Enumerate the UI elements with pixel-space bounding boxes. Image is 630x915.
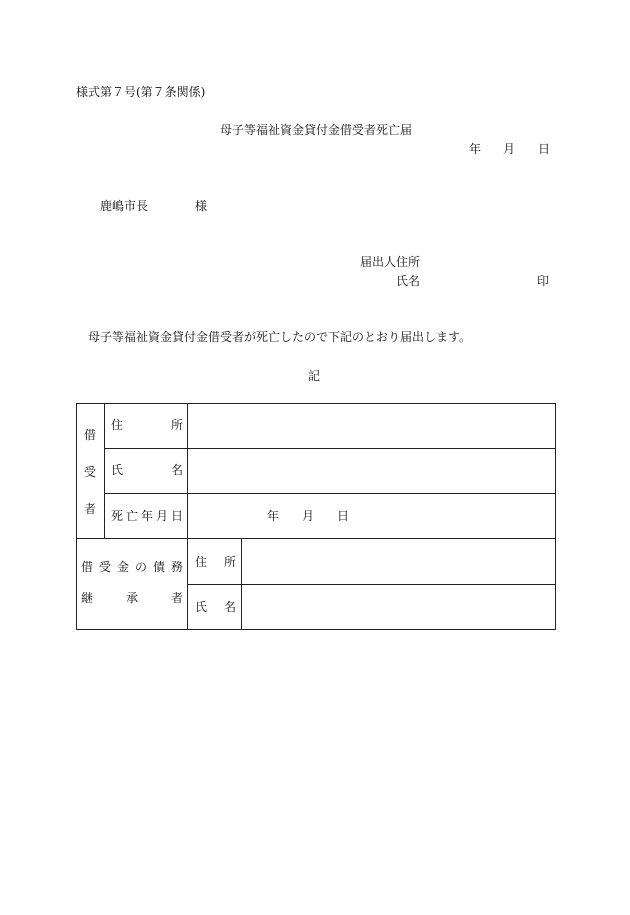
- successor-address-field[interactable]: [244, 541, 552, 581]
- death-date-label: 死亡年月日: [111, 509, 187, 523]
- form-title: 母子等福祉資金貸付金借受者死亡届: [220, 123, 413, 137]
- successor-label-line2: 継 承 者: [81, 591, 183, 605]
- borrower-char: 者: [83, 502, 96, 516]
- form-number: 様式第７号(第７条関係): [76, 85, 206, 99]
- seal-label: 印: [537, 274, 550, 288]
- ki-label: 記: [308, 369, 321, 383]
- borrower-address-field[interactable]: [190, 406, 552, 446]
- borrower-name-label: 氏 名: [111, 463, 183, 477]
- row-divider: [104, 493, 556, 494]
- date-day-label: 日: [538, 142, 551, 156]
- column-divider: [187, 403, 188, 630]
- borrower-name-field[interactable]: [190, 451, 552, 491]
- borrower-address-label: 住 所: [111, 418, 183, 432]
- borrower-group-label: [80, 428, 100, 516]
- death-date-year: 年: [267, 509, 280, 523]
- date-year-label: 年: [469, 142, 482, 156]
- row-divider: [187, 584, 556, 585]
- addressee-honorific: 様: [195, 199, 208, 213]
- section-divider: [76, 538, 556, 539]
- statement-text: 母子等福祉資金貸付金借受者が死亡したので下記のとおり届出します。: [88, 330, 472, 344]
- successor-label-line1: 借 受 金 の 債 務: [81, 560, 183, 574]
- borrower-char: 借: [83, 428, 96, 442]
- column-divider: [104, 403, 105, 538]
- successor-address-label: 住 所: [195, 555, 236, 569]
- row-divider: [104, 448, 556, 449]
- death-date-day: 日: [337, 509, 350, 523]
- successor-name-label: 氏 名: [195, 600, 236, 614]
- borrower-char: 受: [83, 465, 96, 479]
- column-divider: [241, 538, 242, 630]
- applicant-address-label: 届出人住所: [360, 255, 421, 269]
- date-month-label: 月: [503, 142, 516, 156]
- addressee-name: 鹿嶋市長: [100, 199, 149, 213]
- death-date-month: 月: [302, 509, 315, 523]
- successor-name-field[interactable]: [244, 587, 552, 627]
- applicant-name-label: 氏名: [396, 274, 421, 288]
